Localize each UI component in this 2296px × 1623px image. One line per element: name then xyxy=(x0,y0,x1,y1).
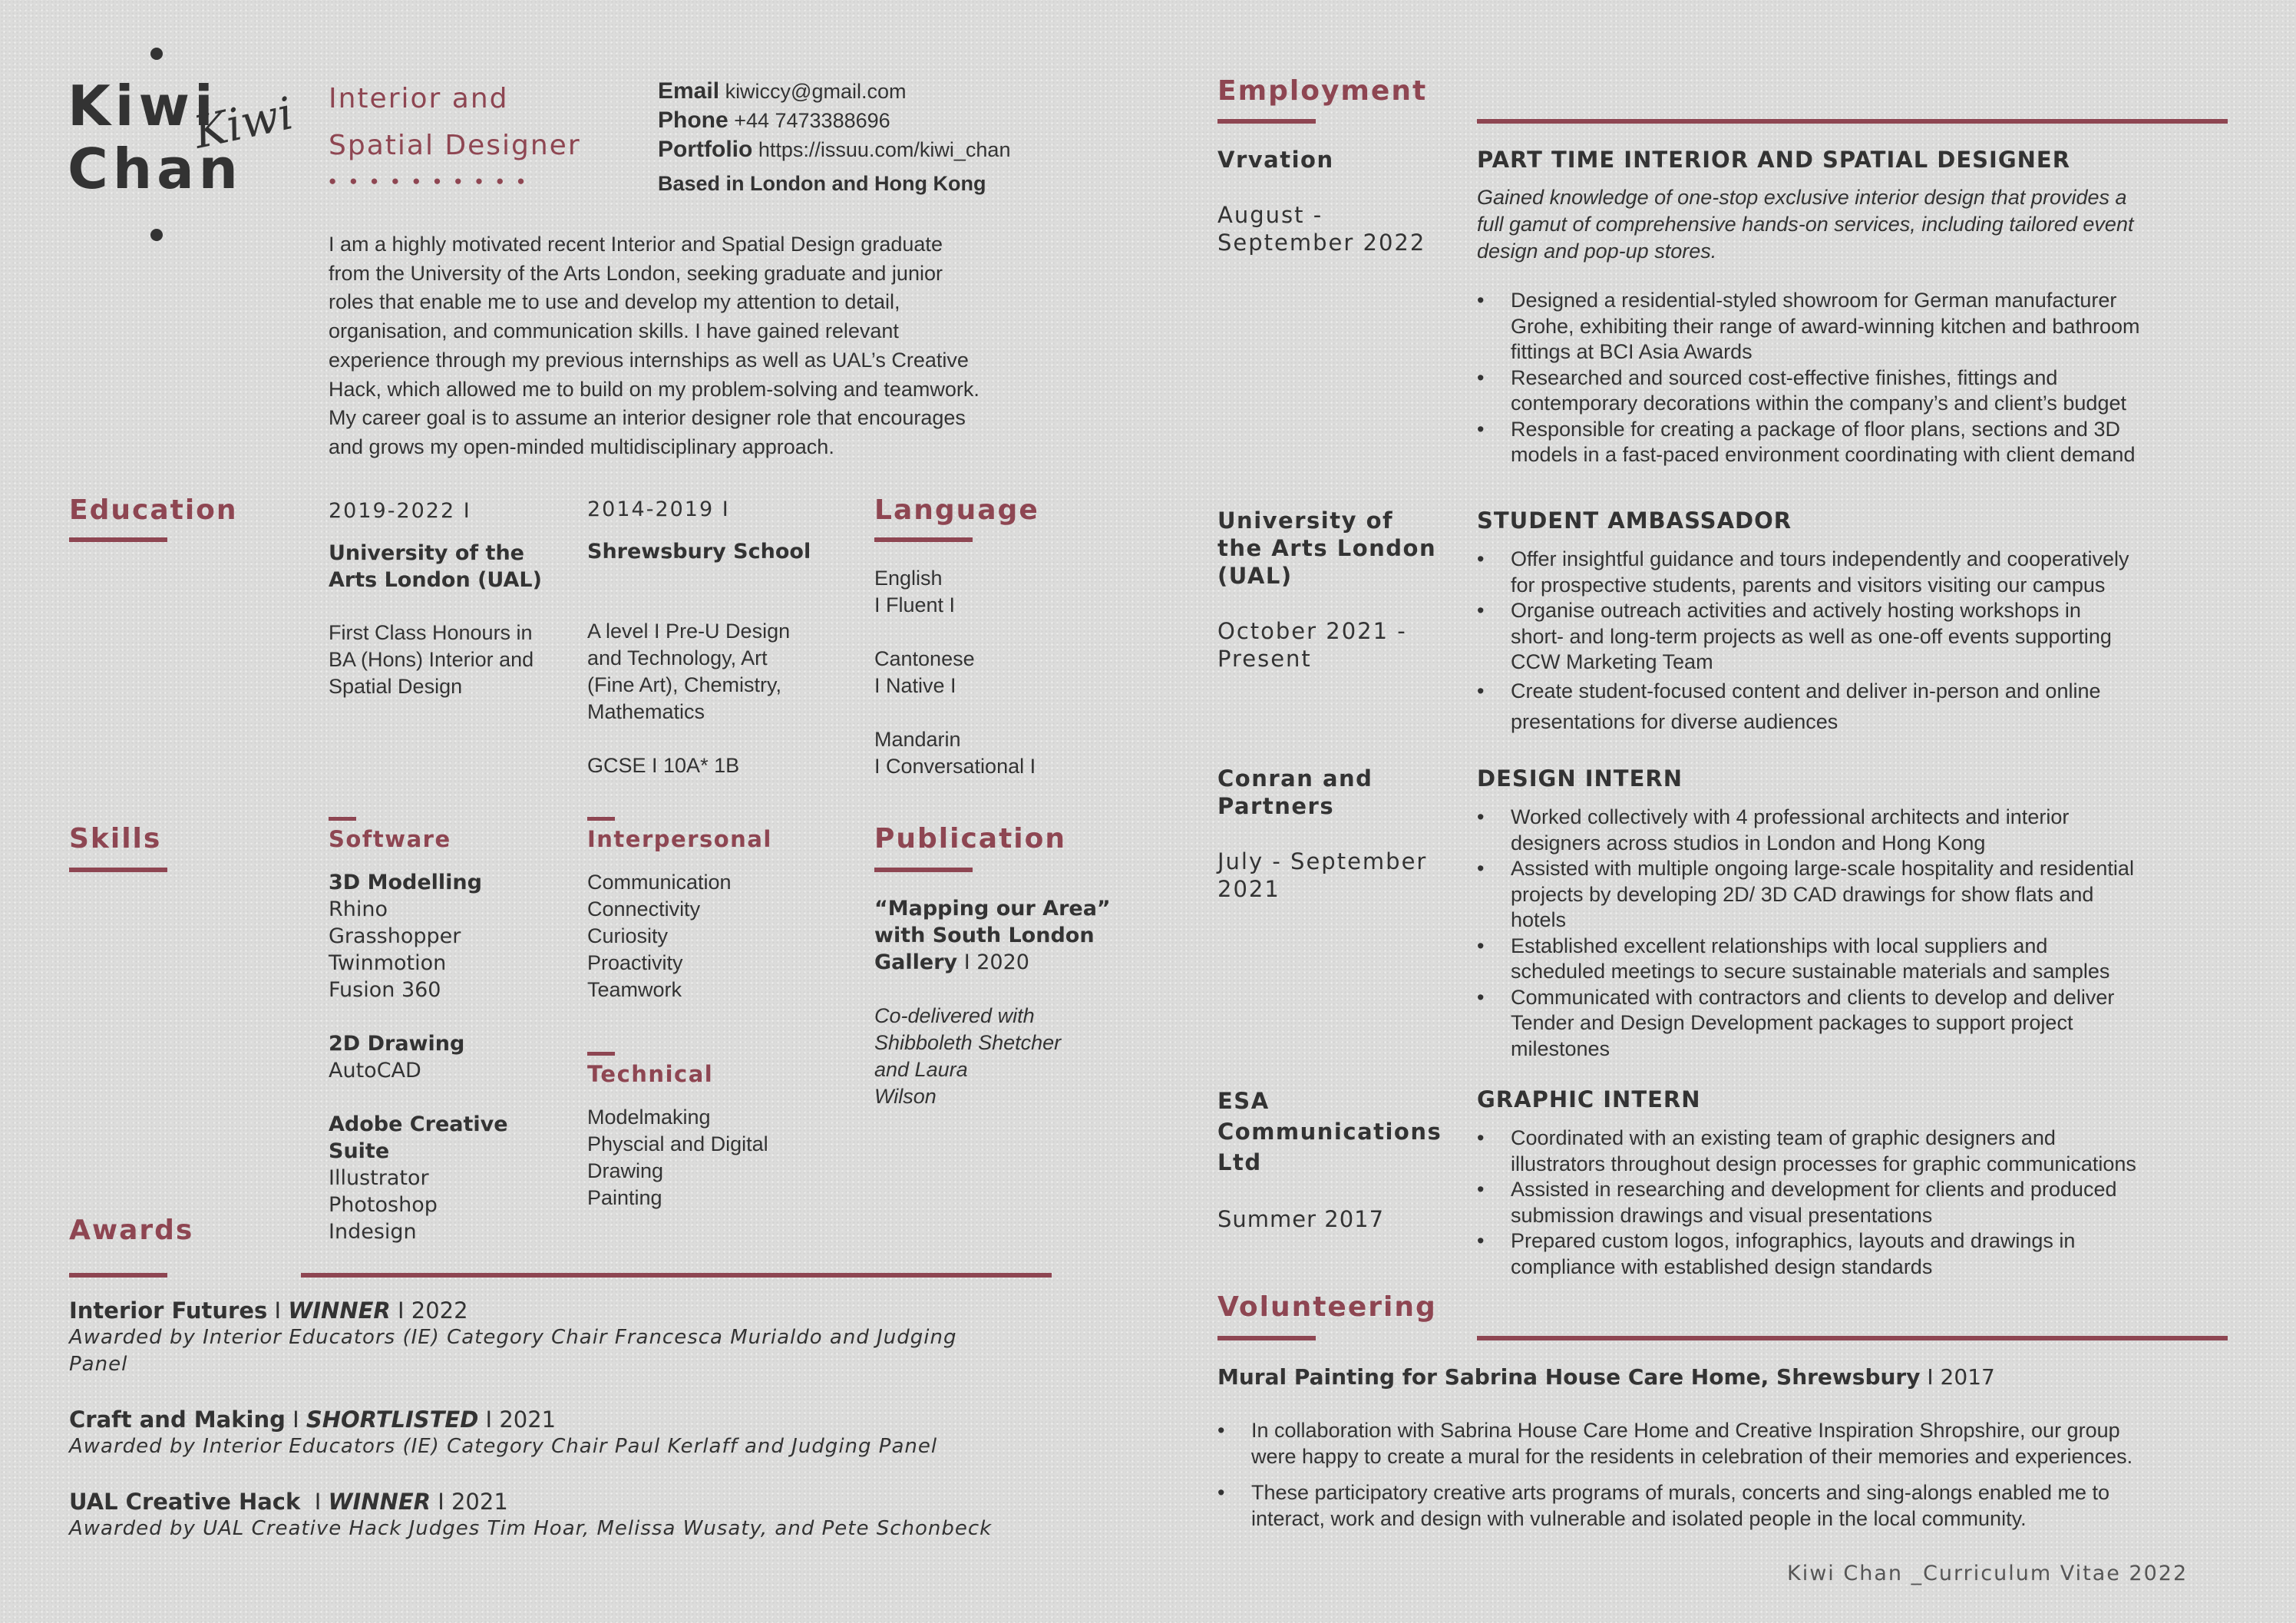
bullet-line: scheduled meetings to secure sustainable materials and samples xyxy=(1511,960,2110,983)
job-company: Conran and xyxy=(1217,765,1373,792)
publication-title-last xyxy=(874,949,1128,976)
job-company-block xyxy=(1217,765,1448,903)
bullet-line: models in a fast-paced environment coordinating with client demand xyxy=(1511,443,2136,466)
job-company: Ltd xyxy=(1217,1149,1262,1175)
volunteering-divider xyxy=(1477,1336,2228,1340)
skill-item: Physcial and Digital xyxy=(587,1132,768,1155)
job-bullet xyxy=(1477,417,2245,468)
bullet-line: submission drawings and visual presentations xyxy=(1511,1203,1933,1227)
contact-phone xyxy=(658,106,1010,135)
job-bullet xyxy=(1477,598,2245,676)
job-summary: Gained knowledge of one-stop exclusive interior design that provides a xyxy=(1477,186,2127,209)
job-detail-block xyxy=(1477,765,2245,1062)
interpersonal-accent xyxy=(587,817,615,821)
skill-group-heading: Suite xyxy=(329,1139,390,1163)
job-dates: 2021 xyxy=(1217,876,1280,902)
skill-group-heading: 2D Drawing xyxy=(329,1032,465,1056)
language-list xyxy=(874,565,1105,780)
portfolio-link[interactable]: https://issuu.com/kiwi_chan xyxy=(758,138,1011,161)
volunteering-entry xyxy=(1217,1364,2231,1532)
software-accent xyxy=(329,817,356,821)
profile-line: experience through my previous internships as well as UAL’s Creative xyxy=(329,348,969,372)
bullet-line: compliance with established design standards xyxy=(1511,1254,1933,1278)
skill-item: Curiosity xyxy=(587,924,669,947)
job-dates: Present xyxy=(1217,646,1312,672)
job-bullet xyxy=(1477,805,2245,856)
job-dates: Summer 2017 xyxy=(1217,1206,1385,1232)
phone-value[interactable]: +44 7473388696 xyxy=(734,109,890,132)
contact-portfolio xyxy=(658,135,1010,164)
profile-line: and grows my open-minded multidisciplinary approach. xyxy=(329,435,834,458)
job-company: Vrvation xyxy=(1217,147,1334,173)
job-detail-block xyxy=(1477,146,2245,468)
award-title-line xyxy=(69,1489,1067,1516)
job-bullets xyxy=(1477,1126,2245,1280)
language-name: Mandarin xyxy=(874,728,961,751)
job-bullets xyxy=(1477,547,2245,737)
bullet-line: presentations for diverse audiences xyxy=(1511,709,1838,733)
job-company: University of xyxy=(1217,507,1394,534)
skill-item: Modelmaking xyxy=(587,1106,711,1129)
skills-heading: Skills xyxy=(69,823,162,854)
technical-list xyxy=(587,1104,833,1211)
skill-item: AutoCAD xyxy=(329,1059,421,1083)
email-value[interactable]: kiwiccy@gmail.com xyxy=(725,80,907,103)
job-title-line1: Interior and xyxy=(329,83,509,114)
award-status: WINNER xyxy=(288,1297,391,1324)
job-summary: design and pop-up stores. xyxy=(1477,240,1717,263)
volunteering-bullets xyxy=(1217,1418,2231,1532)
bullet-line: • Designed a residential-styled showroom for German manufacturer xyxy=(1511,289,2117,312)
bullet-line: • Create student-focused content and deliver in-person and online xyxy=(1511,679,2101,702)
volunteering-project-line xyxy=(1217,1364,2231,1390)
email-label: Email xyxy=(658,78,720,104)
first-name: Kiwi xyxy=(68,74,218,138)
job-role: GRAPHIC INTERN xyxy=(1477,1086,1701,1112)
volunteering-year: I 2017 xyxy=(1920,1364,1995,1390)
job-role: DESIGN INTERN xyxy=(1477,765,1683,792)
skill-item: Communication xyxy=(587,871,732,894)
skill-item: Rhino xyxy=(329,897,388,921)
education-detail: First Class Honours in xyxy=(329,621,533,644)
bullet-line: • Coordinated with an existing team of graphic designers and xyxy=(1511,1126,2056,1149)
award-separator: I xyxy=(430,1489,451,1515)
skill-item: Proactivity xyxy=(587,951,683,974)
award-status: SHORTLISTED xyxy=(306,1406,479,1433)
award-description: Awarded by UAL Creative Hack Judges Tim Hoar, Melissa Wusaty, and Pete Schonbeck xyxy=(69,1517,993,1540)
technical-accent xyxy=(587,1052,615,1056)
bullet-line: • Established excellent relationships with local suppliers and xyxy=(1511,934,2048,957)
phone-label: Phone xyxy=(658,107,728,133)
interpersonal-heading: Interpersonal xyxy=(587,826,772,852)
job-company: (UAL) xyxy=(1217,563,1293,589)
education-entry-ual xyxy=(329,497,567,700)
job-company-block xyxy=(1217,146,1448,256)
job-bullet xyxy=(1477,856,2245,934)
skill-group-heading: Adobe Creative xyxy=(329,1112,508,1136)
profile-line: organisation, and communication skills. I have gained relevant xyxy=(329,319,899,343)
employment-underline xyxy=(1217,119,1316,124)
profile-line: Hack, which allowed me to build on my problem-solving and teamwork. xyxy=(329,377,980,401)
contact-location: Based in London and Hong Kong xyxy=(658,172,986,195)
job-company-block xyxy=(1217,507,1448,673)
education-detail: A level I Pre-U Design xyxy=(587,620,791,643)
award-description: Awarded by Interior Educators (IE) Category Chair Francesca Murialdo and Judging xyxy=(69,1326,957,1349)
education-detail: BA (Hons) Interior and xyxy=(329,648,534,671)
award-separator: I xyxy=(390,1297,411,1324)
publication-note: Wilson xyxy=(874,1085,937,1108)
publication-note: Co-delivered with xyxy=(874,1004,1035,1027)
skill-item: Painting xyxy=(587,1186,662,1209)
job-company: Communications xyxy=(1217,1119,1442,1145)
bullet-line: • Responsible for creating a package of floor plans, sections and 3D xyxy=(1511,417,2120,441)
award-year: 2021 xyxy=(451,1489,508,1515)
title-dots: ●●●●●●●●●● xyxy=(329,174,538,188)
education-school: Shrewsbury School xyxy=(587,540,811,564)
profile-line: My career goal is to assume an interior designer role that encourages xyxy=(329,406,966,430)
bullet-line: fittings at BCI Asia Awards xyxy=(1511,340,1753,363)
job-dates: August - xyxy=(1217,202,1323,228)
education-entry-shrewsbury xyxy=(587,496,841,779)
bullet-line: • Offer insightful guidance and tours independently and cooperatively xyxy=(1511,547,2129,570)
language-name: Cantonese xyxy=(874,647,975,670)
job-bullet xyxy=(1477,1177,2245,1228)
volunteering-bullet xyxy=(1217,1418,2231,1469)
award-name: Interior Futures xyxy=(69,1297,268,1324)
education-detail: Mathematics xyxy=(587,700,705,723)
bullet-line: • Researched and sourced cost-effective finishes, fittings and xyxy=(1511,365,2058,389)
bullet-line: interact, work and design with vulnerable and isolated people in the local community. xyxy=(1251,1506,2027,1530)
education-gcse: GCSE I 10A* 1B xyxy=(587,754,740,777)
software-list xyxy=(329,869,567,1245)
bullet-line: illustrators throughout design processes for graphic communications xyxy=(1511,1152,2136,1175)
education-heading: Education xyxy=(69,494,238,526)
job-company: ESA xyxy=(1217,1088,1270,1114)
bullet-line: • Organise outreach activities and actively hosting workshops in xyxy=(1511,599,2081,622)
language-level: I Fluent I xyxy=(874,593,956,616)
job-detail-block xyxy=(1477,1086,2245,1280)
portfolio-label: Portfolio xyxy=(658,137,753,162)
award-description: Panel xyxy=(69,1353,128,1376)
bullet-line: • In collaboration with Sabrina House Care Home and Creative Inspiration Shropshire, our group xyxy=(1251,1419,2120,1442)
skill-item: Teamwork xyxy=(587,978,682,1001)
job-bullet xyxy=(1477,1126,2245,1177)
award-title-line xyxy=(69,1297,1067,1324)
award-name: UAL Creative Hack xyxy=(69,1489,301,1515)
award-year: 2021 xyxy=(499,1406,557,1433)
decorative-dot-bottom xyxy=(150,229,163,241)
education-underline xyxy=(69,537,167,542)
award-description: Awarded by Interior Educators (IE) Category Chair Paul Kerlaff and Judging Panel xyxy=(69,1435,938,1458)
language-name: English xyxy=(874,567,943,590)
skill-item: Indesign xyxy=(329,1220,417,1244)
profile-line: I am a highly motivated recent Interior and Spatial Design graduate xyxy=(329,233,943,256)
bullet-line: short- and long-term projects as well as one-off events supporting xyxy=(1511,624,2112,648)
publication-note: Shibboleth Shetcher xyxy=(874,1031,1062,1054)
education-school: University of the xyxy=(329,541,524,565)
bullet-line: milestones xyxy=(1511,1036,1611,1060)
bullet-line: were happy to create a mural for the residents in celebration of their memories and experiences. xyxy=(1251,1444,2133,1468)
award-separator: I xyxy=(478,1406,500,1433)
bullet-line: Tender and Design Development packages to support project xyxy=(1511,1011,2073,1034)
award-title-line xyxy=(69,1406,1067,1433)
job-bullets xyxy=(1477,805,2245,1062)
language-heading: Language xyxy=(874,494,1039,526)
bullet-line: projects by developing 2D/ 3D CAD drawings for show flats and xyxy=(1511,882,2094,906)
employment-divider xyxy=(1477,119,2228,124)
award-separator: I xyxy=(285,1406,306,1433)
skill-item: Connectivity xyxy=(587,897,701,921)
publication-title: Gallery xyxy=(874,950,958,974)
award-status: WINNER xyxy=(328,1489,431,1515)
skill-item: Twinmotion xyxy=(329,951,447,975)
education-years: 2014-2019 I xyxy=(587,497,730,521)
skill-item: Drawing xyxy=(587,1159,664,1182)
education-years: 2019-2022 I xyxy=(329,499,471,523)
language-level: I Conversational I xyxy=(874,755,1036,778)
volunteering-underline xyxy=(1217,1336,1316,1340)
publication-note: and Laura xyxy=(874,1058,968,1081)
volunteering-project: Mural Painting for Sabrina House Care Home, Shrewsbury xyxy=(1217,1364,1921,1390)
language-underline xyxy=(874,537,973,542)
bullet-line: CCW Marketing Team xyxy=(1511,650,1713,673)
employment-heading: Employment xyxy=(1217,75,1428,107)
bullet-line: designers across studios in London and Hong Kong xyxy=(1511,831,1986,854)
job-title-line2: Spatial Designer xyxy=(329,130,581,161)
volunteering-heading: Volunteering xyxy=(1217,1291,1437,1323)
publication-year: I 2020 xyxy=(957,950,1029,974)
software-heading: Software xyxy=(329,826,451,852)
awards-heading: Awards xyxy=(69,1215,194,1246)
job-bullet xyxy=(1477,934,2245,985)
award-separator: I xyxy=(267,1297,289,1324)
job-bullet xyxy=(1477,365,2245,417)
skill-item: Photoshop xyxy=(329,1193,438,1217)
bullet-line: • Prepared custom logos, infographics, layouts and drawings in xyxy=(1511,1229,2076,1252)
volunteering-bullet xyxy=(1217,1480,2231,1532)
bullet-line: • Worked collectively with 4 professional architects and interior xyxy=(1511,805,2070,828)
interpersonal-list xyxy=(587,869,833,1003)
last-name: Chan xyxy=(68,137,243,201)
skill-item: Fusion 360 xyxy=(329,978,441,1002)
publication-title: with South London xyxy=(874,924,1095,947)
contact-block xyxy=(658,77,1010,197)
award-separator: I xyxy=(300,1489,329,1515)
technical-heading: Technical xyxy=(587,1061,714,1087)
job-company: the Arts London xyxy=(1217,535,1437,561)
bullet-line: • Assisted in researching and development for clients and produced xyxy=(1511,1178,2117,1201)
education-detail: Spatial Design xyxy=(329,675,463,698)
footer-text: Kiwi Chan _Curriculum Vitae 2022 xyxy=(1787,1562,2189,1585)
skill-item: Grasshopper xyxy=(329,924,461,948)
contact-email xyxy=(658,77,1010,106)
publication-title: “Mapping our Area” xyxy=(874,897,1111,921)
job-title xyxy=(329,75,581,169)
bullet-line: for prospective students, parents and visitors visiting our campus xyxy=(1511,573,2106,597)
bullet-line: • Assisted with multiple ongoing large-scale hospitality and residential xyxy=(1511,857,2134,880)
publication-heading: Publication xyxy=(874,823,1067,854)
education-detail: (Fine Art), Chemistry, xyxy=(587,673,782,696)
job-dates: October 2021 - xyxy=(1217,618,1407,644)
bullet-line: Grohe, exhibiting their range of award-winning kitchen and bathroom xyxy=(1511,314,2140,338)
education-detail: and Technology, Art xyxy=(587,646,768,669)
awards-divider xyxy=(301,1273,1052,1278)
job-summary: full gamut of comprehensive hands-on services, including tailored event xyxy=(1477,213,2134,236)
job-role: STUDENT AMBASSADOR xyxy=(1477,507,1792,534)
award-year: 2022 xyxy=(411,1297,468,1324)
job-detail-block xyxy=(1477,507,2245,737)
job-bullet xyxy=(1477,985,2245,1063)
bullet-line: • These participatory creative arts programs of murals, concerts and sing-alongs enabled me to xyxy=(1251,1481,2110,1504)
award-name: Craft and Making xyxy=(69,1406,286,1433)
profile-line: from the University of the Arts London, seeking graduate and junior xyxy=(329,261,943,285)
decorative-dot-top xyxy=(150,48,163,60)
language-level: I Native I xyxy=(874,674,956,697)
education-school: Arts London (UAL) xyxy=(329,568,542,592)
job-bullet xyxy=(1477,676,2245,737)
skill-item: Illustrator xyxy=(329,1166,429,1190)
skill-group-heading: 3D Modelling xyxy=(329,871,482,894)
publication-underline xyxy=(874,868,973,872)
job-company: Partners xyxy=(1217,793,1335,819)
job-bullet xyxy=(1477,288,2245,365)
awards-underline xyxy=(69,1273,167,1278)
job-company-block xyxy=(1217,1086,1448,1233)
job-bullets xyxy=(1477,288,2245,468)
bullet-line: contemporary decorations within the company’s and client’s budget xyxy=(1511,392,2126,415)
job-dates: September 2022 xyxy=(1217,230,1426,256)
job-bullet xyxy=(1477,547,2245,598)
awards-list xyxy=(69,1297,1067,1542)
bullet-line: • Communicated with contractors and clients to develop and deliver xyxy=(1511,985,2115,1009)
job-role: PART TIME INTERIOR AND SPATIAL DESIGNER xyxy=(1477,147,2071,173)
job-bullet xyxy=(1477,1228,2245,1280)
bullet-line: hotels xyxy=(1511,908,1567,931)
job-dates: July - September xyxy=(1217,848,1428,874)
profile-summary xyxy=(329,230,1096,462)
publication-entry xyxy=(874,895,1128,1110)
skills-underline xyxy=(69,868,167,872)
signature: Kiwi xyxy=(189,87,298,159)
profile-line: roles that enable me to use and develop my attention to detail, xyxy=(329,290,900,314)
